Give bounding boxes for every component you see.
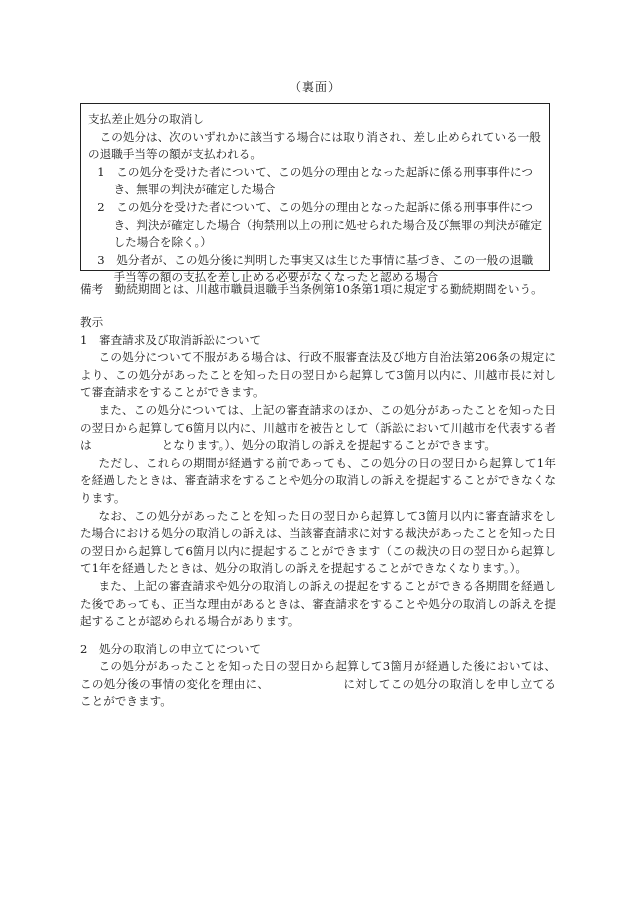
section1-paragraph-4: なお、この処分があったことを知った日の翌日から起算して3箇月以内に審査請求をした場合における処分の取消しの訴えは、当該審査請求に対する裁決があったことを知った日の翌日から起算して6箇月以内に提起することができます（この裁決の日の翌日から起算して1年を経過したときは、処分の取消しの訴えを提起することができなくなります。）。 <box>80 508 556 576</box>
box-title: 支払差止処分の取消し <box>88 112 204 126</box>
box-item-1: 1 この処分を受けた者について、この処分の理由となった起訴に係る刑事事件につき、無罪の判決が確定した場合 <box>97 164 533 197</box>
section1-paragraph-2a: また、この処分については、上記の審査請求のほか、この処分があったことを知った日の翌日から起算して6箇月以内に、川越市を被告として（訴訟において川越市を代表する者は <box>80 402 556 453</box>
section1-paragraph-2 <box>80 402 556 455</box>
section2-paragraph-1a: この処分があったことを知った日の翌日から起算して3箇月が経過した後においては、この処分後の事情の変化を理由に、 <box>80 659 556 691</box>
box-item-3: 3 処分者が、この処分後に判明した事実又は生じた事情に基づき、この一般の退職手当等の額の支払を差し止める必要がなくなったと認める場合 <box>97 252 534 285</box>
section1-paragraph-3: ただし、これらの期間が経過する前であっても、この処分の日の翌日から起算して1年を経過したときは、審査請求をすることや処分の取消しの訴えを提起することができなくなります。 <box>80 455 556 505</box>
section1-paragraph-2b: となります。）、処分の取消しの訴えを提起することができます。 <box>161 438 496 453</box>
box-intro: この処分は、次のいずれかに該当する場合には取り消され、差し止められている一般の退職手当等の額が支払われる。 <box>88 129 541 162</box>
section2-paragraph-1b: に対してこの処分の取消しを申し立てることができます。 <box>80 676 556 709</box>
remark-note: 備考 勤続期間とは、川越市職員退職手当条例第10条第1項に規定する勤続期間をいう。 <box>80 282 543 296</box>
section2-title: 2 処分の取消しの申立てについて <box>80 641 262 656</box>
box-item-2: 2 この処分を受けた者について、この処分の理由となった起訴に係る刑事事件につき、判決が確定した場合（拘禁刑以上の刑に処せられた場合及び無罪の判決が確定した場合を除く。） <box>97 199 543 250</box>
notice-title: 教示 <box>80 315 104 329</box>
suspension-cancellation-box <box>80 103 550 285</box>
section2-paragraph-1 <box>80 658 556 711</box>
section-gap <box>80 631 556 641</box>
section1-paragraph-1: この処分について不服がある場合は、行政不服審査法及び地方自治法第206条の規定により、この処分があったことを知った日の翌日から起算して3箇月以内に、川越市長に対して審査請求をすることができます。 <box>80 350 556 400</box>
section1-title: 1 審査請求及び取消訴訟について <box>80 332 262 347</box>
page-heading: （裏面） <box>288 80 341 94</box>
notice-section <box>80 314 556 711</box>
section1-paragraph-5: また、上記の審査請求や処分の取消しの訴えの提起をすることができる各期間を経過した後であっても、正当な理由があるときは、審査請求をすることや処分の取消しの訴えを提起することが認められる場合があります。 <box>80 578 556 629</box>
